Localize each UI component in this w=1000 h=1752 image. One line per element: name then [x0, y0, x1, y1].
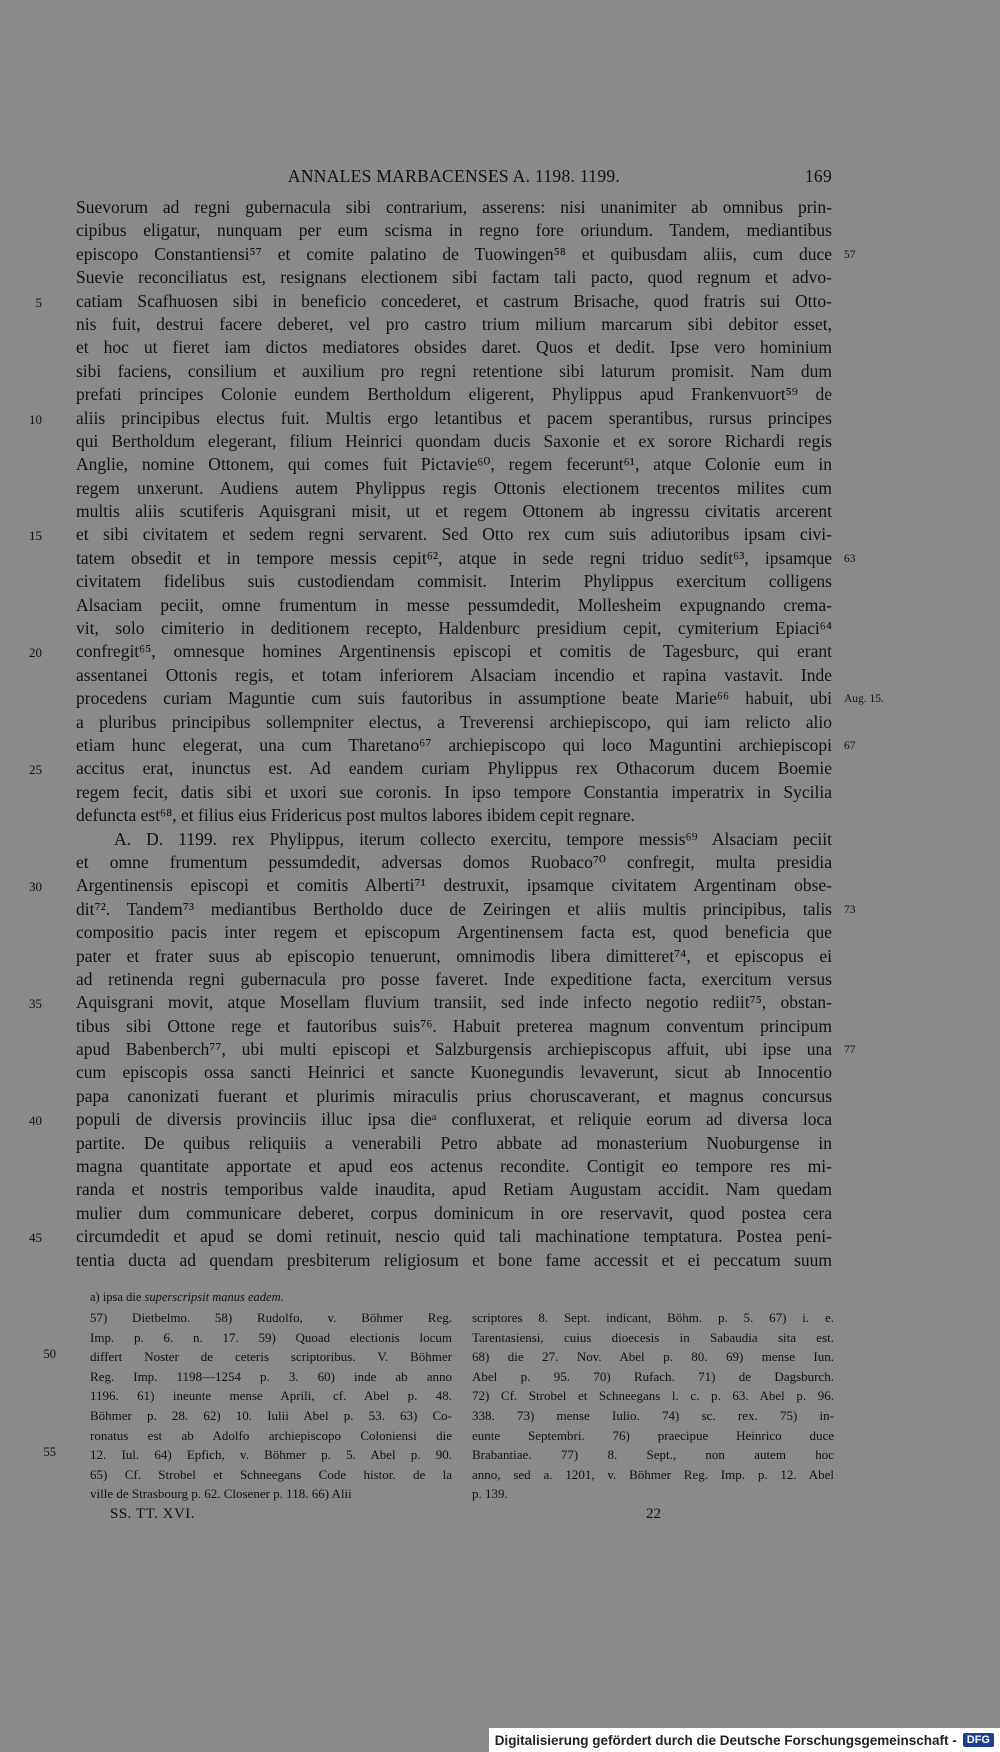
- text-line: [76, 1132, 832, 1155]
- line-number: 15: [29, 528, 42, 544]
- text-line: [76, 500, 832, 523]
- running-header: [76, 166, 832, 192]
- text-line-content: A. D. 1199. rex Phylippus, iterum collecto exercitu, tempore messis⁶⁹ Alsaciam peciit: [114, 828, 832, 849]
- text-line-content: et sibi civitatem et sedem regni servarent. Sed Otto rex cum suis adiutoribus ipsam civi-: [76, 524, 832, 545]
- text-line-content: vit, solo cimiterio in deditionem recepto, Haldenburc presidium cepit, cymiterium Epiaci⁶⁴: [76, 618, 832, 639]
- text-line: [29, 407, 832, 430]
- text-line-content: Aquisgrani movit, atque Mosellam fluvium transiit, sed inde infecto negotio rediit⁷⁵, obstan-: [76, 992, 832, 1013]
- text-line-content: assentanei Ottonis regis, et totam inferiorem Alsaciam incendio et rapina vastavit. Inde: [76, 664, 832, 685]
- text-line-content: mulier dum communicare deberet, corpus dominicum in ore reservavit, quod postea cera: [76, 1202, 832, 1223]
- text-line: [76, 617, 832, 640]
- footnote-line: eunte Septembri. 76) praecipue Heinrico duce: [472, 1427, 834, 1443]
- footnote-line-number: 55: [43, 1445, 56, 1460]
- footnote-line: 65) Cf. Strobel et Schneegans Code histor. de la: [90, 1466, 452, 1482]
- text-line: [76, 921, 832, 944]
- footnote-a-italic: superscripsit manus eadem.: [144, 1290, 284, 1304]
- text-line-content: catiam Scafhuosen sibi in beneficio concederet, et castrum Brisache, quod fratris sui Otto-: [76, 290, 832, 311]
- margin-note: 67: [844, 739, 856, 752]
- text-line: [76, 1178, 832, 1201]
- text-line: [76, 1085, 832, 1108]
- text-line-content: circumdedit et apud se domi retinuit, nescio quid tali machinatione temptatura. Postea peni-: [76, 1226, 832, 1247]
- margin-note: 57: [844, 248, 856, 261]
- text-line-content: prefati principes Colonie eundem Bertholdum eligerent, Phylippus apud Frankenvuort⁵⁹ de: [76, 384, 832, 405]
- footnote-line: Reg. Imp. 1198—1254 p. 3. 60) inde ab anno: [90, 1368, 452, 1384]
- text-line-content: aliis principibus electus fuit. Multis ergo letantibus et pacem sperantibus, rursus principes: [76, 407, 832, 428]
- footnote-line: anno, sed a. 1201, v. Böhmer Reg. Imp. p. 12. Abel: [472, 1466, 834, 1482]
- footnote-line: 12. Iul. 64) Epfich, v. Böhmer p. 5. Abel p. 90.: [90, 1447, 452, 1463]
- text-line: [76, 828, 832, 851]
- text-line: [76, 1155, 832, 1178]
- text-line-content: tatem obsedit et in tempore messis cepit⁶², atque in sede regni triduo sedit⁶³, ipsamque: [76, 547, 832, 568]
- footnote-line: Böhmer p. 28. 62) 10. Iulii Abel p. 53. 63) Co-: [90, 1407, 452, 1423]
- text-line-content: ad retinenda regni gubernacula pro posse faveret. Inde expeditione facta, exercitum versus: [76, 968, 832, 989]
- text-line-content: etiam hunc elegerat, una cum Tharetano⁶⁷ archiepiscopo qui loco Maguntini archiepiscopi: [76, 734, 832, 755]
- text-line: [76, 898, 856, 921]
- text-line: [76, 570, 832, 593]
- text-line-content: tibus sibi Ottone rege et fautoribus suis⁷⁶. Habuit preterea magnum conventum principum: [76, 1015, 832, 1036]
- text-line: [29, 757, 832, 780]
- text-line-content: papa canonizati fuerant et plurimis miraculis prius choruscaverant, et magnus concursus: [76, 1085, 832, 1106]
- dfg-logo: DFG: [963, 1733, 994, 1747]
- text-line: [76, 430, 832, 453]
- footnote-a-label: a) ipsa die: [90, 1290, 142, 1304]
- text-line-content: accitus erat, inunctus est. Ad eandem curiam Phylippus rex Othacorum ducem Boemie: [76, 758, 832, 779]
- footnote-line: ville de Strasbourg p. 62. Closener p. 118. 66) Alii: [90, 1486, 352, 1502]
- digitization-credit: [489, 1728, 1000, 1752]
- text-line-content: randa et nostris temporibus valde inaudita, apud Retiam Augustam accidit. Nam quedam: [76, 1179, 832, 1200]
- line-number: 45: [29, 1230, 42, 1246]
- text-line: [29, 1108, 832, 1131]
- footnote-line: scriptores 8. Sept. indicant, Böhm. p. 5. 67) i. e.: [472, 1310, 834, 1325]
- margin-note: 63: [844, 552, 856, 565]
- text-line: [76, 781, 832, 804]
- text-line: [76, 453, 832, 476]
- text-line-content: regem fecit, datis sibi et uxori sue coronis. In ipso tempore Constantia imperatrix in Sycilia: [76, 781, 832, 802]
- line-number: 30: [29, 879, 42, 895]
- text-line-content: Suevie reconciliatus est, resignans electionem sibi factam tali pacto, quod regnum et advo-: [76, 267, 832, 288]
- text-line-content: cum episcopis ossa sancti Heinrici et sancte Kuonegundis levaverunt, sicut ab Innocentio: [76, 1062, 832, 1083]
- footnote-line: p. 139.: [472, 1486, 508, 1502]
- footnote-line: differt Noster de ceteris scriptoribus. V. Böhmer: [90, 1349, 452, 1365]
- text-line: [76, 1038, 856, 1061]
- text-line: [76, 945, 832, 968]
- text-line-content: et omne frumentum pessumdedit, adversas domos Ruobaco⁷⁰ confregit, multa presidia: [76, 851, 832, 872]
- main-text: [29, 196, 884, 1272]
- footnote-line: Brabantiae. 77) 8. Sept., non autem hoc: [472, 1447, 834, 1463]
- margin-note: Aug. 15.: [844, 693, 884, 706]
- footnotes-right-column: [472, 1308, 834, 1504]
- text-line-content: procedens curiam Maguntie cum suis fautoribus in assumptione beate Marie⁶⁶ habuit, ubi: [76, 688, 832, 709]
- text-line: [76, 313, 832, 336]
- text-line: [76, 383, 832, 406]
- text-line: [29, 640, 832, 663]
- text-line-content: confregit⁶⁵, omnesque homines Argentinensis episcopi et comitis de Tagesburc, qui erant: [76, 641, 832, 662]
- text-line: [29, 874, 832, 897]
- footnote-line: 68) die 27. Nov. Abel p. 80. 69) mense Iun.: [472, 1349, 834, 1365]
- text-line: [76, 1249, 832, 1272]
- line-number: 10: [29, 411, 42, 427]
- text-line-content: multis aliis scutiferis Aquisgrani misit, ut et regem Ottonem ab ingressu civitatis arcerent: [76, 501, 832, 522]
- footnote-line: Tarentasiensi, cuius dioecesis in Sabaudia sita est.: [472, 1329, 834, 1345]
- credit-text: Digitalisierung gefördert durch die Deutsche Forschungsgemeinschaft -: [494, 1732, 957, 1748]
- text-line: [76, 360, 832, 383]
- footnote-line: Abel p. 95. 70) Rufach. 71) de Dagsburch.: [472, 1368, 834, 1384]
- text-line: [76, 477, 832, 500]
- text-line: [76, 1202, 832, 1225]
- text-line: [76, 219, 832, 242]
- text-line: [29, 1225, 832, 1248]
- text-line: [29, 991, 832, 1014]
- text-line-content: populi de diversis provinciis illuc ipsa dieᵃ confluxerat, et reliquie eorum ad diversa loca: [76, 1109, 832, 1130]
- margin-note: 77: [844, 1044, 856, 1057]
- running-title: ANNALES MARBACENSES A. 1198. 1199.: [287, 166, 621, 186]
- text-line: [76, 1015, 832, 1038]
- signature-mark: SS. TT. XVI.: [110, 1506, 196, 1522]
- text-line-content: Argentinensis episcopi et comitis Alberti⁷¹ destruxit, ipsamque civitatem Argentinam obse-: [76, 875, 832, 896]
- line-number: 25: [29, 762, 42, 778]
- line-number: 5: [35, 294, 42, 310]
- line-number: 20: [29, 645, 42, 661]
- text-line-content: compositio pacis inter regem et episcopum Argentinensem facta est, quod beneficia que: [76, 922, 832, 943]
- text-line: [76, 968, 832, 991]
- margin-note: 73: [844, 903, 856, 916]
- signature-number: 22: [646, 1506, 661, 1522]
- text-line: [76, 851, 832, 874]
- text-line-content: partite. De quibus reliquiis a venerabili Petro abbate ad monasterium Nuoburgense in: [76, 1132, 832, 1153]
- text-line-content: dit⁷². Tandem⁷³ mediantibus Bertholdo duce de Zeiringen et aliis multis principibus, talis: [76, 898, 832, 919]
- text-line-content: magna quantitate apportate et apud eos actenus recondite. Contigit eo tempore res mi-: [76, 1156, 832, 1177]
- text-line: [76, 266, 832, 289]
- line-number: 40: [29, 1113, 42, 1129]
- text-line-content: regem unxerunt. Audiens autem Phylippus regis Ottonis electionem trecentos milites cum: [76, 477, 832, 498]
- footnotes-left-column: [43, 1308, 452, 1504]
- text-line: [76, 336, 832, 359]
- footnote-line: Imp. p. 6. n. 17. 59) Quoad electionis locum: [90, 1329, 452, 1345]
- text-line-content: pater et frater suus ab episcopio tenuerunt, omnimodis libera dimitteret⁷⁴, et episcopus ei: [76, 945, 832, 966]
- text-line: [76, 547, 856, 570]
- line-number: 35: [29, 996, 42, 1012]
- footnote-line: 338. 73) mense Iulio. 74) sc. rex. 75) in-: [472, 1407, 834, 1423]
- text-line: [76, 664, 832, 687]
- text-line: [76, 594, 832, 617]
- text-line: [76, 804, 832, 827]
- footnote-line: ronatus est ab Adolfo archiepiscopo Coloniensi die: [90, 1427, 452, 1443]
- text-line: [35, 290, 832, 313]
- footnote-a: [90, 1290, 284, 1305]
- text-line-content: civitatem fidelibus suis custodiendam commisit. Interim Phylippus exercitum colligens: [76, 571, 832, 592]
- text-line: [76, 196, 832, 219]
- text-line: [76, 734, 856, 757]
- footnote-line: 1196. 61) ineunte mense Aprili, cf. Abel p. 48.: [90, 1388, 452, 1404]
- footnote-line: 72) Cf. Strobel et Schneegans l. c. p. 63. Abel p. 96.: [472, 1388, 834, 1404]
- footnote-line-number: 50: [43, 1347, 56, 1362]
- text-line-content: Anglie, nomine Ottonem, qui comes fuit Pictavie⁶⁰, regem fecerunt⁶¹, atque Colonie eum in: [76, 454, 832, 475]
- text-line-content: qui Bertholdum elegerant, filium Heinrici quondam ducis Saxonie et ex sorore Richardi regis: [76, 430, 832, 451]
- text-line: [76, 687, 884, 710]
- text-line-content: sibi faciens, consilium et auxilium pro regni retentione sibi laturum promisit. Nam dum: [76, 360, 832, 381]
- text-line-content: nis fuit, destrui facere deberet, vel pro castro trium milium marcarum sibi debitor esset,: [76, 313, 832, 334]
- text-line-content: apud Babenberch⁷⁷, ubi multi episcopi et Salzburgensis archiepiscopus affuit, ubi ipse una: [76, 1039, 832, 1060]
- text-line: [76, 1061, 832, 1084]
- text-line-content: et hoc ut fieret iam dictos mediatores obsides daret. Quos et dedit. Ipse vero hominium: [76, 337, 832, 358]
- text-line: [29, 523, 832, 546]
- text-line-content: Suevorum ad regni gubernacula sibi contrarium, asserens: nisi unanimiter ab omnibus prin-: [76, 197, 832, 217]
- text-line-content: cipibus eligatur, nunquam per eum scisma in regno fore oriundum. Tandem, mediantibus: [76, 220, 832, 241]
- text-line: [76, 243, 856, 266]
- text-line-content: tentia ducta ad quendam presbiterum religiosum et bone fame accessit et ei peccatum suum: [76, 1249, 832, 1270]
- footnote-line: 57) Dietbelmo. 58) Rudolfo, v. Böhmer Reg.: [90, 1310, 452, 1325]
- page-number: 169: [804, 166, 832, 186]
- text-line-content: episcopo Constantiensi⁵⁷ et comite palatino de Tuowingen⁵⁸ et quibusdam aliis, cum duce: [76, 243, 832, 264]
- text-line-content: a pluribus principibus sollempniter electus, a Treverensi archiepiscopo, qui iam relicto alio: [76, 711, 832, 732]
- text-line: [76, 711, 832, 734]
- text-line-content: defuncta est⁶⁸, et filius eius Fridericus post multos labores ibidem cepit regnare.: [76, 805, 635, 826]
- text-line-content: Alsaciam peciit, omne frumentum in messe pessumdedit, Mollesheim expugnando crema-: [76, 594, 832, 615]
